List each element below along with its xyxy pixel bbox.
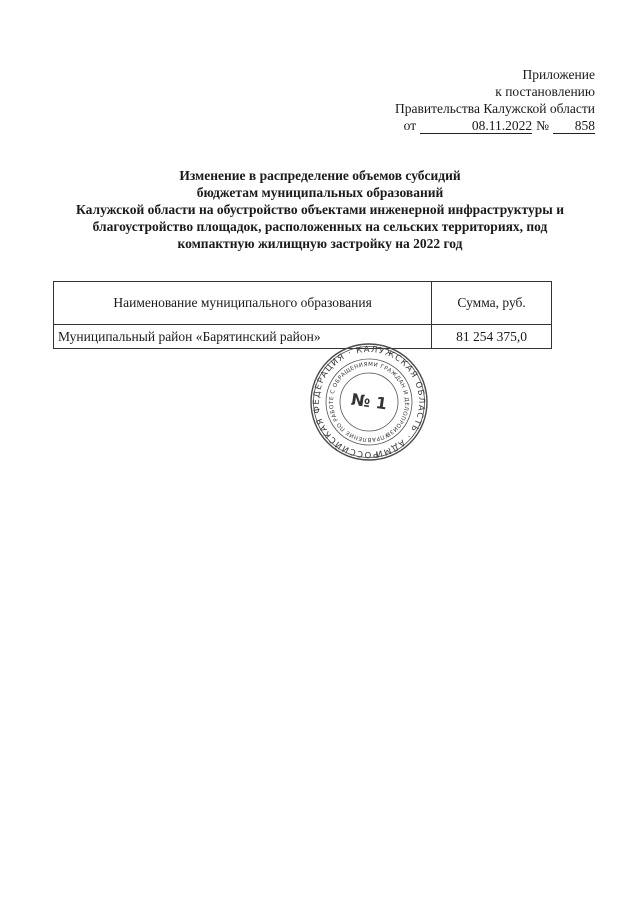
number-prefix: № xyxy=(536,118,549,133)
government-label: Правительства Калужской области xyxy=(394,101,595,116)
date-value: 08.11.2022 xyxy=(420,119,532,134)
column-header-municipality: Наименование муниципального образования xyxy=(54,282,432,325)
date-number-line xyxy=(395,117,595,134)
column-header-sum: Сумма, руб. xyxy=(432,282,552,325)
title-line: благоустройство площадок, расположенных на сельских территориях, под xyxy=(92,219,548,234)
document-header xyxy=(395,66,595,134)
title-line: Калужской области на обустройство объектами инженерной инфраструктуры и xyxy=(76,202,564,217)
title-line: компактную жилищную застройку на 2022 год xyxy=(177,236,463,251)
table-header-row xyxy=(54,282,552,325)
sum-cell: 81 254 375,0 xyxy=(432,325,552,349)
date-prefix: от xyxy=(403,118,417,133)
seal-center-number: № 1 xyxy=(349,389,389,414)
title-line: Изменение в распределение объемов субсидий xyxy=(179,168,461,183)
municipality-cell: Муниципальный район «Барятинский район» xyxy=(54,325,432,349)
appendix-label: Приложение xyxy=(522,67,595,82)
document-title xyxy=(40,167,600,252)
subsidy-table xyxy=(53,281,552,349)
seal-inner-text: УПРАВЛЕНИЕ ПО РАБОТЕ С ОБРАЩЕНИЯМИ ГРАЖДАН И ДЕЛОПРОИЗВОДСТВА xyxy=(328,361,410,443)
resolution-label: к постановлению xyxy=(495,84,595,99)
number-value: 858 xyxy=(553,119,595,134)
title-line: бюджетам муниципальных образований xyxy=(196,185,444,200)
official-seal xyxy=(300,342,438,462)
seal-outer-text: РОССИЙСКАЯ ФЕДЕРАЦИЯ · КАЛУЖСКАЯ ОБЛАСТЬ · АДМИНИСТРАЦИЯ xyxy=(311,344,427,460)
